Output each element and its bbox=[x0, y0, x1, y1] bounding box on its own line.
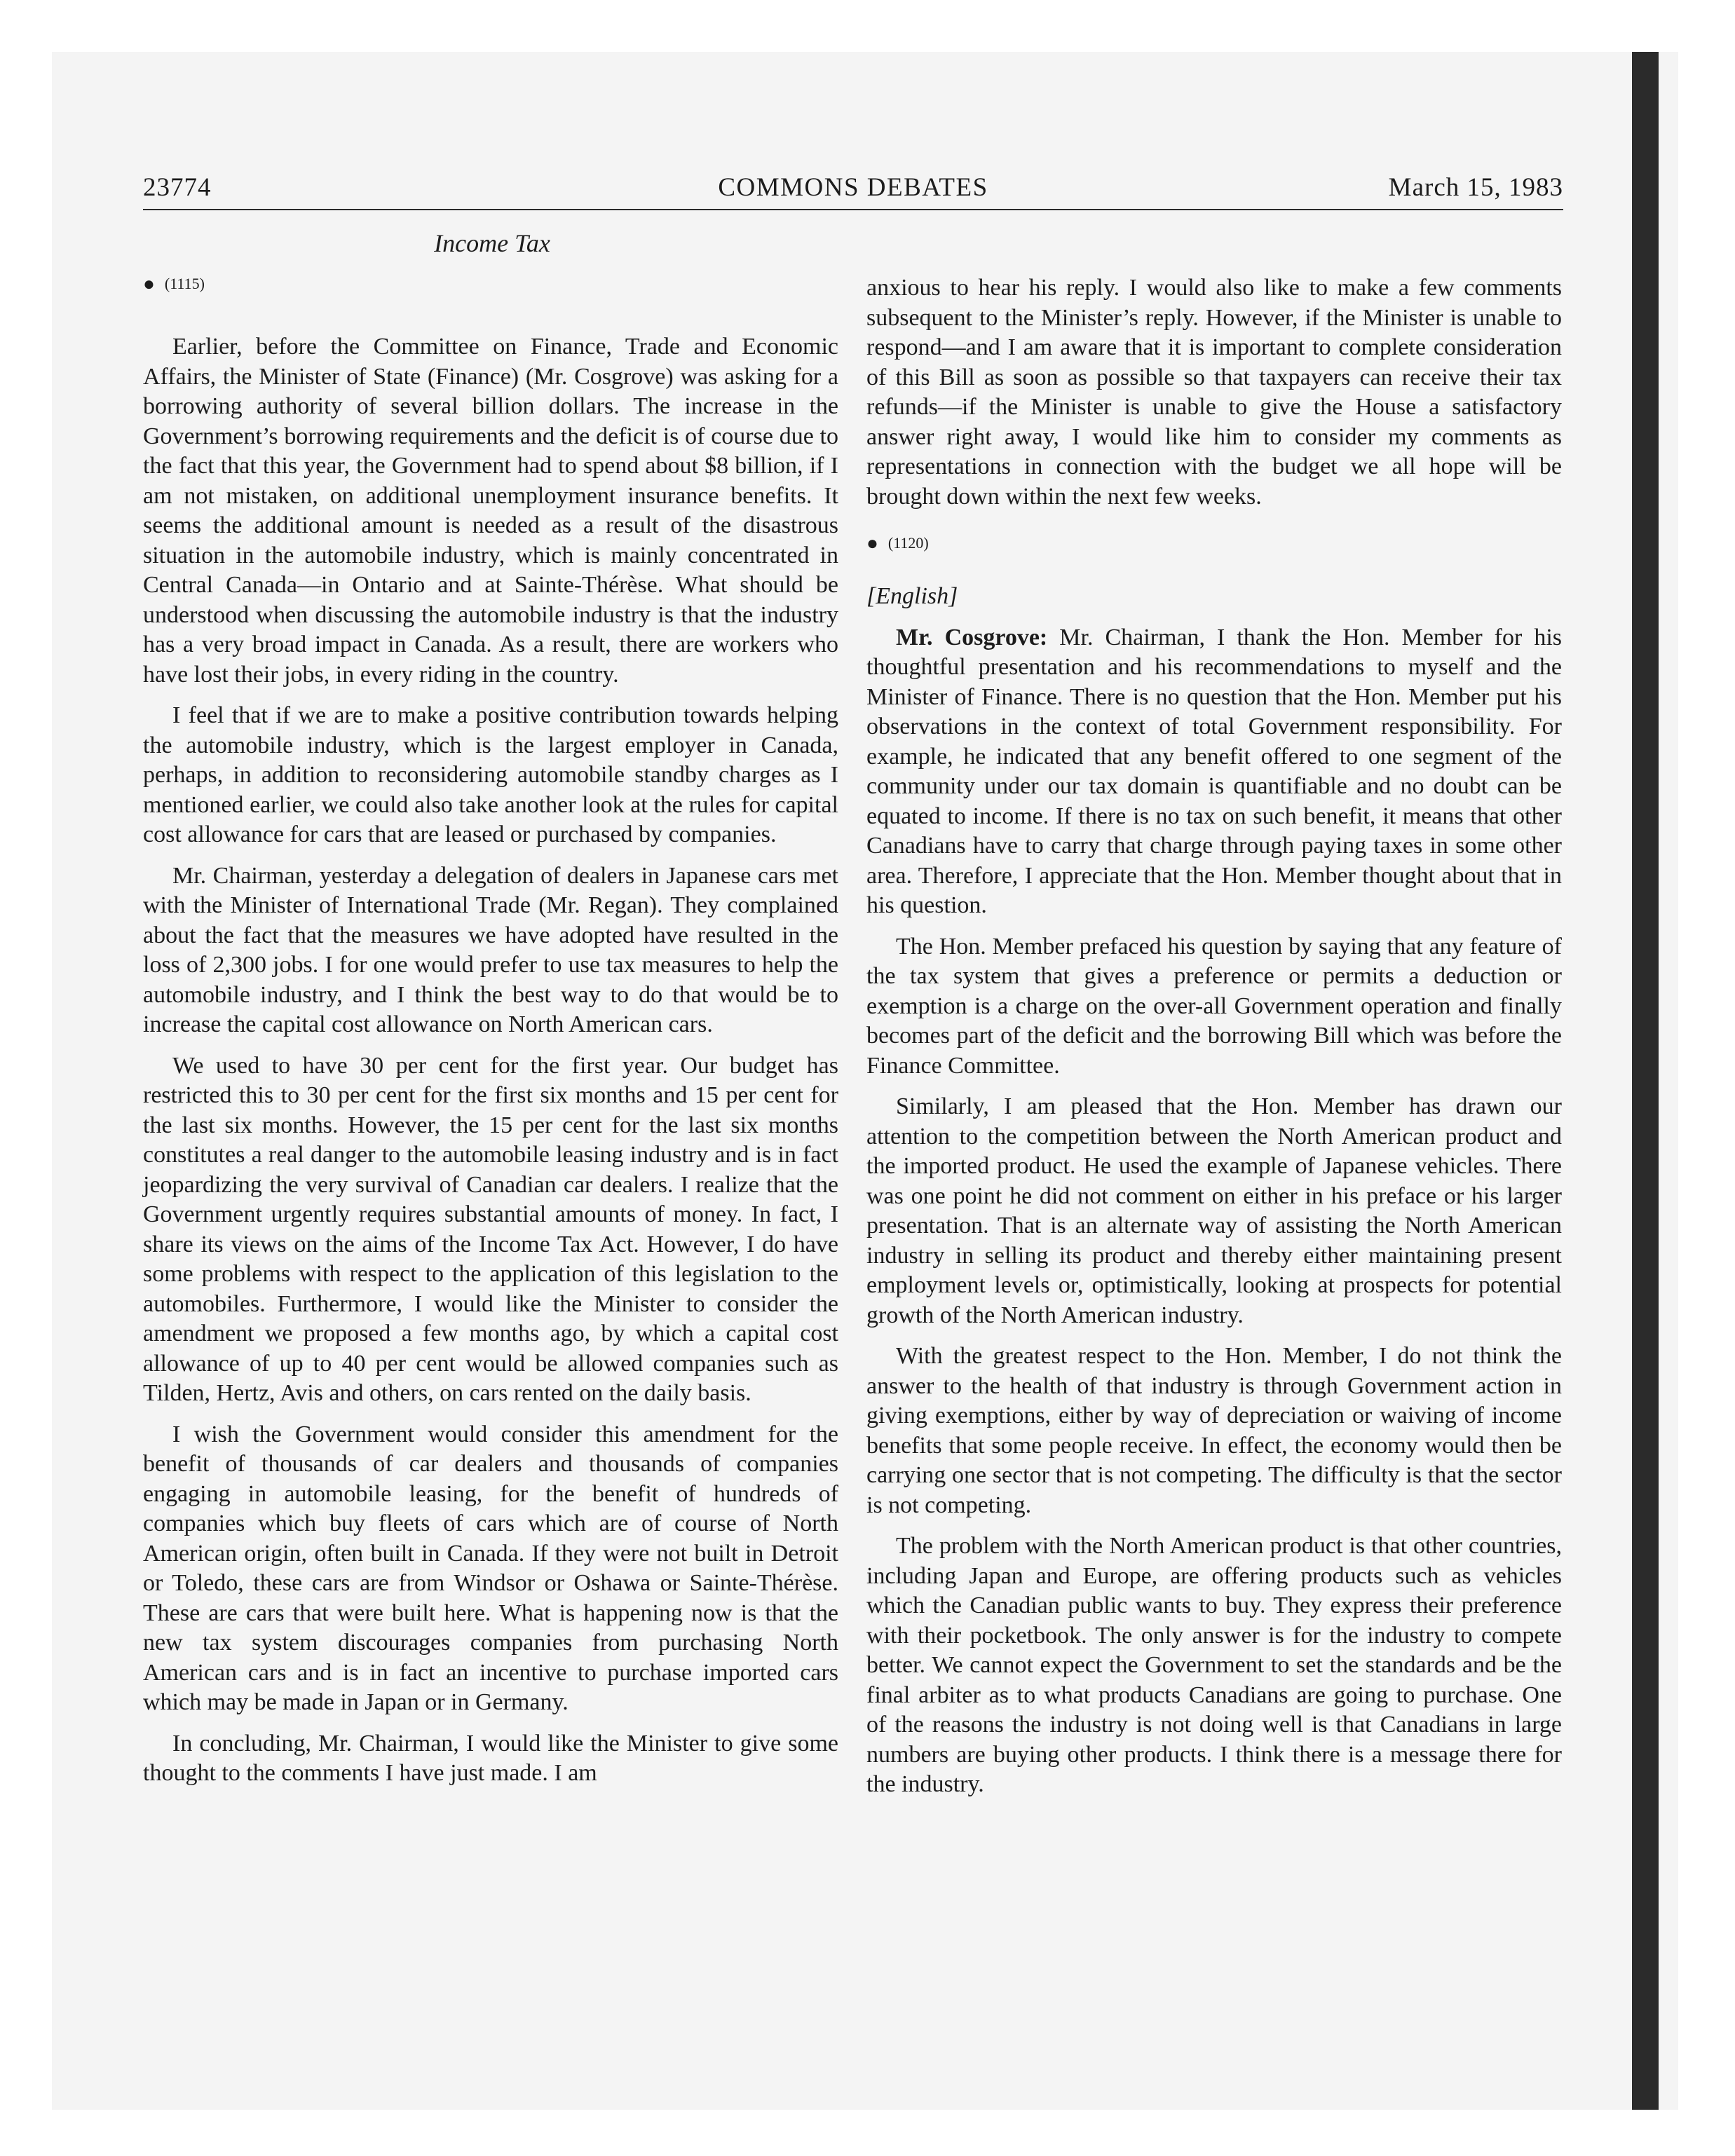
bullet-icon: ● bbox=[866, 533, 878, 554]
left-column bbox=[143, 273, 838, 1789]
scan-edge-shadow bbox=[1632, 52, 1659, 2110]
language-tag: [English] bbox=[866, 583, 958, 609]
speaker-name: Mr. Cosgrove: bbox=[896, 624, 1048, 650]
time-marker-text: (1115) bbox=[164, 275, 205, 292]
paragraph: I feel that if we are to make a positive contribution towards helping the automobile industry, which is the largest employer in Canada, perhaps, in addition to reconsidering automobile standby charges as I mentioned earlier, we could also take another look at the rules for capital cost allowance for cars that are leased or purchased by companies. bbox=[143, 702, 838, 847]
paragraph: The Hon. Member prefaced his question by saying that any feature of the tax system that gives a preference or permits a deduction or exemption is a charge on the over-all Government operation and finally becomes part of the deficit and the borrowing Bill which was before the Finance Committee. bbox=[866, 933, 1562, 1079]
bullet-icon: ● bbox=[143, 273, 155, 295]
paragraph: Similarly, I am pleased that the Hon. Member has drawn our attention to the competition between the North American product and the imported product. He used the example of Japanese vehicles. There was one point he did not comment on either in his preface or his larger presentation. That is an alternate way of assisting the North American industry in selling its product and thereby either maintaining present employment levels or, optimistically, looking at prospects for potential growth of the North American industry. bbox=[866, 1093, 1562, 1328]
paragraph-continuation: anxious to hear his reply. I would also like to make a few comments subsequent to the Minister’s reply. However, if the Minister is unable to respond—and I am aware that it is important to complete consideration of this Bill as soon as possible so that taxpayers can receive their tax refunds—if the Minister is unable to give the House a satisfactory answer right away, I would like him to consider my comments as representations in connection with the budget we all hope will be brought down within the next few weeks. bbox=[866, 275, 1562, 510]
paragraph: I wish the Government would consider this amendment for the benefit of thousands of car dealers and thousands of companies engaging in automobile leasing, for the benefit of hundreds of companies which buy fleets of cars which are of course of North American origin, often built in Canada. If they were not built in Detroit or Toledo, these cars are from Windsor or Oshawa or Sainte-Thérèse. These are cars that were built here. What is happening now is that the new tax system discourages companies from purchasing North American cars and is in fact an incentive to purchase imported cars which may be made in Japan or in Germany. bbox=[143, 1421, 838, 1715]
publication-title: COMMONS DEBATES bbox=[718, 173, 988, 202]
paragraph: We used to have 30 per cent for the first year. Our budget has restricted this to 30 per cent for the first six months and 15 per cent for the last six months. However, the 15 per cent for the last six months constitutes a real danger to the automobile leasing industry and is in fact jeopardizing the very survival of Canadian car dealers. I realize that the Government urgently requires substantial amounts of money. In fact, I share its views on the aims of the Income Tax Act. However, I do have some problems with respect to the application of this legislation to the automobiles. Furthermore, I would like the Minister to consider the amendment we proposed a few months ago, by which a capital cost allowance of up to 40 per cent would be allowed companies such as Tilden, Hertz, Avis and others, on cars rented on the daily basis. bbox=[143, 1052, 838, 1406]
page-number: 23774 bbox=[143, 173, 212, 202]
paragraph: Mr. Chairman, yesterday a delegation of dealers in Japanese cars met with the Minister of International Trade (Mr. Regan). They complained about the fact that the measures we have adopted have resulted in the loss of 2,300 jobs. I for one would prefer to use tax measures to help the automobile industry, and I think the best way to do that would be to increase the capital cost allowance on North American cars. bbox=[143, 862, 838, 1037]
time-marker bbox=[143, 273, 838, 294]
right-column bbox=[866, 273, 1562, 1800]
paragraph: In concluding, Mr. Chairman, I would like the Minister to give some thought to the comments I have just made. I am bbox=[143, 1730, 838, 1786]
speech-paragraph bbox=[866, 623, 1562, 921]
section-heading: Income Tax bbox=[434, 229, 550, 257]
page-date: March 15, 1983 bbox=[1388, 173, 1563, 202]
time-marker-text: (1120) bbox=[887, 534, 929, 552]
paragraph: The problem with the North American product is that other countries, including Japan and Europe, are offering products such as vehicles which the Canadian public wants to buy. They express their preference with their pocketbook. The only answer is for the industry to compete better. We cannot expect the Government to set the standards and be the final arbiter as to what products Canadians are going to purchase. One of the reasons the industry is not doing well is that Canadians in large numbers are buying other products. I think there is a message there for the industry. bbox=[866, 1533, 1562, 1797]
page-header bbox=[143, 172, 1563, 210]
time-marker bbox=[866, 533, 1562, 554]
paragraph: Earlier, before the Committee on Finance, Trade and Economic Affairs, the Minister of State (Finance) (Mr. Cosgrove) was asking for a borrowing authority of several billion dollars. The increase in the Government’s borrowing requirements and the deficit is of course due to the fact that this year, the Government had to spend about $8 billion, if I am not mistaken, on additional unemployment insurance benefits. It seems the additional amount is needed as a result of the disastrous situation in the automobile industry, which is mainly concentrated in Central Canada—in Ontario and at Sainte-Thérèse. What should be understood when discussing the automobile industry is that the industry has a very broad impact in Canada. As a result, there are workers who have lost their jobs, in every riding in the country. bbox=[143, 334, 838, 688]
paragraph: With the greatest respect to the Hon. Member, I do not think the answer to the health of that industry is through Government action in giving exemptions, either by way of depreciation or waiving of income benefits that some people receive. In effect, the economy would then be carrying one sector that is not competing. The difficulty is that the sector is not competing. bbox=[866, 1343, 1562, 1518]
speech-text: Mr. Chairman, I thank the Hon. Member for his thoughtful presentation and his recommendations to myself and the Minister of Finance. There is no question that the Hon. Member put his observations in the context of total Government responsibility. For example, he indicated that any benefit offered to one segment of the community under our tax domain is quantifiable and no doubt can be equated to income. If there is no tax on such benefit, it means that other Canadians have to carry that charge through paying taxes in some other area. Therefore, I appreciate that the Hon. Member thought about that in his question. bbox=[866, 624, 1562, 918]
